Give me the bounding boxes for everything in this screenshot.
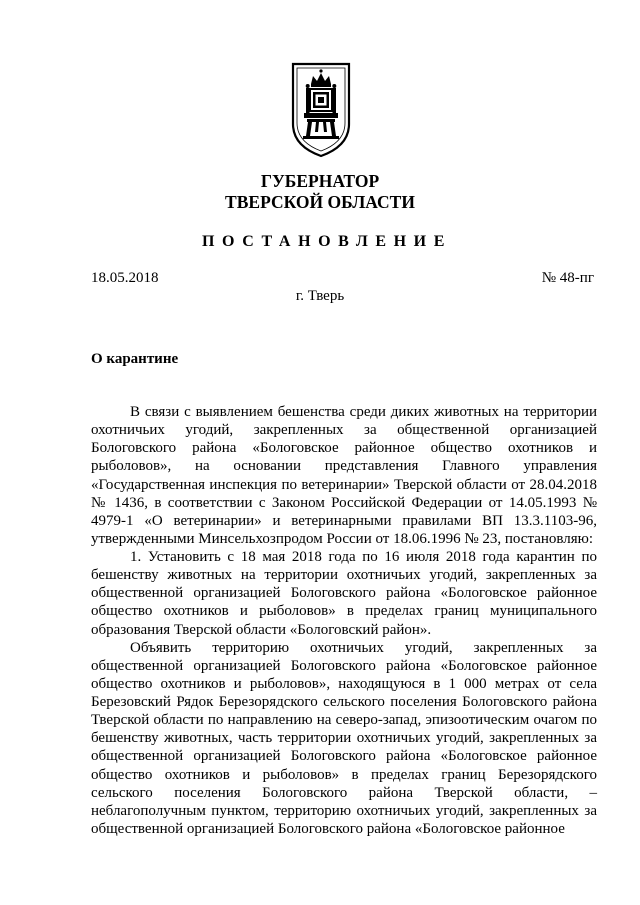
document-subject: О карантине [91,351,179,367]
paragraph-declaration: Объявить территорию охотничьих угодий, закрепленных за общественной организацией Бологовского района «Бологовское районное общество охотников и рыболовов», находящуюся в 1 000 метрах от села Березовский Рядок Березорядского сельского поселения Бологовского района Тверской области по направлению на северо-запад, эпизоотическим очагом по бешенству животных, часть территории охотничьих угодий, закрепленных за общественной организацией Бологовского района «Бологовское районное общество охотников и рыболовов» в пределах границ Березорядского сельского поселения Бологовского района Тверской области, – неблагополучным пунктом, территорию охотничьих угодий, закрепленных за общественной организацией Бологовского района «Бологовское районное [91,639,597,837]
issuer-title-line-2: ТВЕРСКОЙ ОБЛАСТИ [225,192,415,212]
document-date: 18.05.2018 [91,270,159,286]
document-type: ПОСТАНОВЛЕНИЕ [202,233,452,250]
coat-of-arms-icon [291,62,351,158]
issuer-title-line-1: ГУБЕРНАТОР [260,171,380,191]
paragraph-item-1: 1. Установить с 18 мая 2018 года по 16 июля 2018 года карантин по бешенству животных на территории охотничьих угодий, закрепленных за общественной организацией Бологовского района «Бологовское районное общество охотников и рыболовов» в пределах границ муниципального образования Тверской области «Бологовский район». [91,549,597,638]
document-city: г. Тверь [295,288,345,304]
paragraph-preamble: В связи с выявлением бешенства среди диких животных на территории охотничьих угодий, закрепленных за общественной организацией Бологовского района «Бологовское районное общество охотников и рыболовов», на основании представления Главного управления «Государственная инспекция по ветеринарии» Тверской области от 28.04.2018 № 1436, в соответствии с Законом Российской Федерации от 14.05.1993 № 4979-1 «О ветеринарии» и ветеринарными правилами ВП 13.3.1103-96, утвержденными Минсельхозпродом России от 18.06.1996 № 23, постановляю: [91,404,597,547]
document-body [91,403,597,838]
document-number: № 48-пг [541,270,594,286]
